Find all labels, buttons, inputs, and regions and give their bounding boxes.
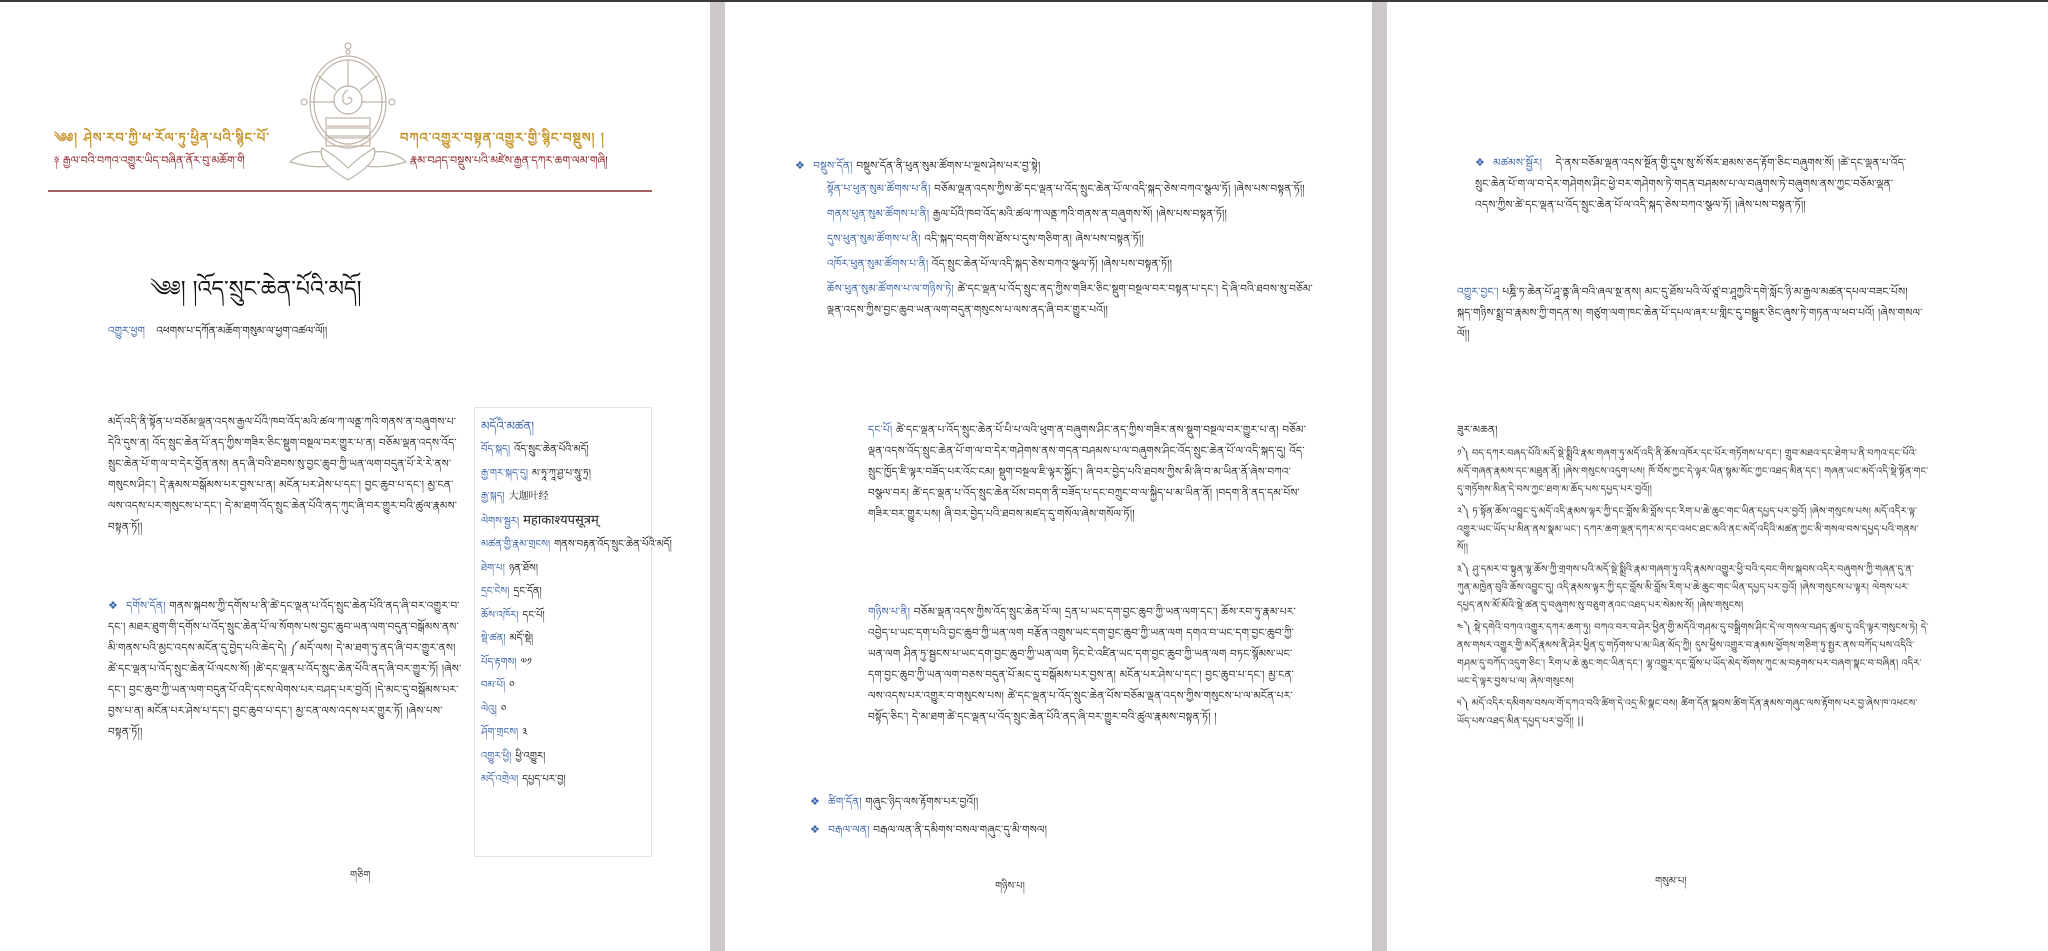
infobox-value: ༣ [522,727,528,738]
purpose-text: གནས་སྐབས་ཀྱི་དགོས་པ་ནི་ཚེ་དང་ལྡན་པ་འོད་སྲུང་ཆེན་པོའི་ནད་ཞི་བར་འགྱུར་བ་དང་། མཐར་ཐུག་གི་དགོས་པ་འོད་སྲུང་ཆེན་པོ་ལ་སོགས་པས་བྱང་ཆུབ་ཡན་ལག་བདུན་བསྒོམས་ནས་མི་གནས་པའི་མྱང་འདས་མངོན་དུ་བྱེད་པའི་ཆེད་དེ། ༼མདོ་ལས། དེ་མ་ཐག་ཏུ་ནད་ཞི་བར་གྱུར་ནས། ཚེ་དང་ལྡན་པ་འོད་སྲུང་ཆེན་པོ་ལངས་སོ། །ཚེ་དང་ལྡན་པ་འོད་སྲུང་ཆེན་པོའི་ནད་ཞི་བར་གྱུར་ཏོ། །ཞེས་དང་། བྱང་ཆུབ་ཀྱི་ཡན་ལག་བདུན་པོ་འདི་དངས་ལེགས་པར་བཤད་པར་བྱའོ། །དེ་མང་དུ་བསྒོམས་པར་བྱས་པ་ན། མངོན་པར་ཤེས་པ་དང་། བྱང་ཆུབ་པ་དང་། མྱ་ངན་ལས་འདས་པར་གྱུར་ཏོ། །ཞེས་པས་བསྟན་ཏོ།། [108,600,462,738]
connection-section [1475,152,1915,216]
document-title: ༄༅། །འོད་སྲུང་ཆེན་པོའི་མདོ། [150,277,362,302]
infobox-value: མ་ཧཱ་ཀཱ་ཤྱ་པ་སཱུ་ཏྲ། [531,467,591,479]
page-number: གཅིག [350,870,371,881]
summary-section [795,155,1315,325]
second-point-label: གཉིས་པ་ནི། [868,606,911,618]
summary-label: བསྡུས་དོན། [813,160,853,172]
document-page-1 [0,2,710,951]
infobox-title: མདོའི་མཚན། [481,419,535,433]
summary-item-text: འདི་སྐད་བདག་གིས་ཐོས་པ་དུས་གཅིག་ན། ཞེས་པས་བསྟན་ཏོ།། [924,233,1144,245]
note-number: ༢༽ [1457,506,1470,517]
page-number: གཉིས་པ། [995,881,1025,892]
note-text: སྡེ་དགེའི་བཀའ་འགྱུར་དཀར་ཆག་ཏུ། བཀའ་བར་བ་ཤེར་ཕྱིན་གྱི་མདོའི་གཤམ་དུ་བསྒྲིགས་ཤིང་དེ་ལ་གསལ་བཤད་ཚུལ་དུ་འདི་ལྟར་གསུངས་ཏེ། དེ་ནས་གསར་འགྱུར་གྱི་མདོ་རྣམས་ནི་ཤེར་ཕྱིན་དུ་གཏོགས་པ་མ་ཡིན་མོད་ཀྱི། དུས་ཕྱིས་འགྱུར་བ་རྣམས་ཕྱོགས་གཅིག་ཏུ་སྤྱར་ནས་བཀོད་པས་འདིའི་གཤམ་དུ་བཀོད་འདུག་ཅིང་། རིག་པ་ཆེ་ཆུང་གང་ཡིན་དང་། ལྷ་འགྱུར་དང་བློས་པ་ཡོད་མེད་སོགས་ཀུང་མ་བརྟགས་པར་བཞག་སྣང་བ་བཞིན། འདིར་ཡང་དེ་ལྟར་བྱས་པ་ལ། ཞེས་གསུངས། [1457,622,1929,687]
infobox-value: དང་པོ། [522,609,545,621]
summary-item-text: རྒྱལ་པོའི་ཁབ་འོད་མའི་ཚལ་ཀ་ལནྡ་ཀའི་གནས་ན་བཞུགས་སོ། །ཞེས་པས་བསྟན་ཏོ།། [932,208,1228,220]
header-red-text-left: ༈ རྒྱལ་བའི་བཀའ་འགྱུར་ཡིད་བཞིན་ནོར་བུ་མཆོག་གི [54,154,245,167]
diamond-bullet-icon: ❖ [795,159,806,172]
infobox-value: 大迦叶经 [508,491,549,502]
infobox-value: འོད་སྲུང་ཆེན་པོའི་མདོ། [514,444,589,455]
diamond-bullet-icon: ❖ [810,795,821,808]
diamond-bullet-icon: ❖ [810,823,821,836]
header-gold-text-left: ༄༅། ཤེས་རབ་ཀྱི་ཕ་རོལ་ཏུ་ཕྱིན་པའི་སྙིང་པོ་ [54,131,270,146]
note-number: ༥༽ [1457,698,1469,709]
second-point-text: བཅོམ་ལྡན་འདས་ཀྱིས་འོད་སྲུང་ཆེན་པོ་ལ། དྲན་པ་ཡང་དག་བྱང་ཆུབ་ཀྱི་ཡན་ལག་དང་། ཆོས་རབ་ཏུ་རྣམ་པར་འབྱེད་པ་ཡང་དག་པའི་བྱང་ཆུབ་ཀྱི་ཡན་ལག བརྩོན་འགྲུས་ཡང་དག་བྱང་ཆུབ་ཀྱི་ཡན་ལག དགའ་བ་ཡང་དག་བྱང་ཆུབ་ཀྱི་ཡན་ལག ཤིན་ཏུ་སྦྱངས་པ་ཡང་དག་བྱང་ཆུབ་ཀྱི་ཡན་ལག ཏིང་ངེ་འཛིན་ཡང་དག་བྱང་ཆུབ་ཀྱི་ཡན་ལག བཏང་སྙོམས་ཡང་དག་བྱང་ཆུབ་ཀྱི་ཡན་ལག་བཅས་བདུན་པོ་མང་དུ་བསྒོམས་པར་བྱས་ན། མངོན་པར་ཤེས་པ་དང་། བྱང་ཆུབ་པ་དང་། མྱ་ངན་ལས་འདས་པར་འགྱུར་བ་གསུངས་པས། ཚེ་དང་ལྡན་པ་འོད་སྲུང་ཆེན་པོས་བཅོམ་ལྡན་འདས་ཀྱིས་གསུངས་པ་ལ་མངོན་པར་བསྟོད་ཅིང་། དེ་མ་ཐག་ཚེ་དང་ལྡན་པ་འོད་སྲུང་ཆེན་པོའི་ནད་ཞི་བར་གྱུར་བའི་ཚུལ་རྣམས་བསྟན་ཏོ། ། [868,606,1296,723]
page-gutter [710,2,725,951]
infobox-key: སྡེ་ཚན། [481,633,506,644]
summary-item-text: ཚེ་དང་ལྡན་པ་འོད་སྲུང་ནད་ཀྱིས་གཟིར་ཅིང་སྡུག་བསྔལ་བར་བསྟན་པ་དང་། དེ་ཞི་བའི་ཐབས་སུ་བཅོམ་ལྡན་འདས་ཀྱིས་བྱང་ཆུབ་ཡན་ལག་བདུན་གསུངས་པ་ལས་ནད་ཞི་བར་གྱུར་པའོ།། [827,283,1313,316]
first-point-text: ཚེ་དང་ལྡན་པ་འོད་སྲུང་ཆེན་པོ་པི་པ་ལའི་ཕུག་ན་བཞུགས་ཤིང་ནད་ཀྱིས་གཟིར་ནས་སྡུག་བསྔལ་བར་གྱུར་པ་ན། བཅོམ་ལྡན་འདས་འོད་སྲུང་ཆེན་པོ་ག་ལ་བ་དེར་གཤེགས་ནས་གདན་བཤམས་པ་ལ་བཞུགས་ཤིང་འོད་སྲུང་ཆེན་པོ་ལ་འདི་སྐད་དུ། འོད་སྲུང་ཁྱོད་ཇི་ལྟར་བཟོད་པར་འོང་ངམ། སྡུག་བསྔལ་ཇི་ལྟར་སྐྱོང་། ཞི་བར་བྱེད་པའི་ཐབས་ཀྱིས་མི་ཞི་བ་མ་ཡིན་ནོ་ཞེས་བཀའ་བསྩལ་བར། ཚེ་དང་ལྡན་པ་འོད་སྲུང་ཆེན་པོས་བདག་ནི་བཟོད་པ་དང་བཀྲུང་བ་ལ་སྐྱིད་པ་མ་ཡིན་ནོ། །བདག་ནི་ནད་དམ་པོས་གཟིར་བར་གྱུར་པས། ཞི་བར་བྱེད་པའི་ཐབས་མཛད་དུ་གསོལ་ཞེས་གསོལ་ཏོ།། [868,424,1306,520]
infobox-key: མདོ་འགྲེལ། [481,774,519,785]
infobox-row [481,651,645,675]
infobox-key: མཚན་གྱི་རྣམ་གྲངས། [481,539,551,550]
word-meaning-text: གཞུང་ཉིད་ལས་རྟོགས་པར་བྱའོ།། [865,796,979,808]
note-number: ༤༽ [1457,622,1471,633]
infobox-key: ཤོག་གྲངས། [481,727,519,738]
infobox-key: བམ་པོ། [481,680,506,691]
document-page-2 [725,2,1372,951]
infobox-value: མདོ་སྡེ། [509,633,534,644]
translation-colophon-section [1457,282,1927,345]
rebuttal-text: བརྒལ་ལན་ནི་དམིགས་བསལ་གཞུང་དུ་མི་གསལ། [873,824,1048,836]
infobox-row [481,698,645,722]
first-point-label: དང་པོ། [868,424,893,436]
summary-items [795,179,1315,321]
infobox-row [481,462,645,486]
infobox-key: ཐེག་པ། [481,562,505,574]
note-text: ཏ་སྟོན་ཆོས་འབྱུང་དུ་མདོ་འདི་རྣམས་ལྟར་ཀྱི་དང་བློས་མི་བློས་དང་རིག་པ་ཆེ་ཆུང་གང་ཡིན་དཔྱད་པར་བྱའོ། །ཞེས་གསུངས་པས། མདོ་འདིར་ལྟ་འགྱུར་ཡང་ཡོད་པ་མིན་ནས་སྣམ་ཡང་། དཀར་ཆག་ལྡན་དཀར་མ་དང་འཕང་ཐང་མའི་ནང་མདོ་འདིའི་མཚན་ཀྱང་མི་གསལ་བས་དཔྱད་པའི་གནས་སོ།། [1457,506,1919,553]
infobox-row [481,721,645,745]
translator-homage [108,320,327,349]
summary-item [827,204,1315,225]
infobox-row [481,438,645,462]
homage-text: འཕགས་པ་དཀོན་མཆོག་གསུམ་ལ་ཕྱག་འཚལ་ལོ།། [156,325,328,337]
header-gold-text-right: བཀའ་འགྱུར་བསྟན་འགྱུར་གྱི་སྙིང་བསྡུས། ། [400,131,605,146]
summary-item [827,279,1315,321]
infobox-key: ཆོས་འཁོར། [481,609,519,621]
infobox-value: ༠ [509,680,515,691]
infobox-key: རྒྱ་གར་སྐད་དུ། [481,467,528,479]
page-gutter [1372,2,1387,951]
note-item [1457,695,1929,731]
infobox-row [481,674,645,698]
dharma-wheel-lotus-emblem-icon [288,40,408,185]
purpose-label: དགོས་དོན། [126,600,166,612]
connection-text: དེ་ནས་བཅོམ་ལྡན་འདས་སྔོན་གྱི་དུས་སུ་སོ་སོར་ཐམས་ཅད་རྟོག་ཅིང་བཞུགས་སོ། །ཚེ་དང་ལྡན་པ་འོད་སྲུང་ཆེན་པོ་ག་ལ་བ་དེར་གཤེགས་ཤིང་ཕྱེ་བར་གཤེགས་ཏེ་གདན་བཤམས་པ་ལ་བཞུགས་ཏེ་བཞུགས་ནས་ཀྱང་བཅོམ་ལྡན་འདས་ཀྱིས་ཚེ་དང་ལྡན་པ་འོད་སྲུང་ཆེན་པོ་ལ་འདི་སྐད་ཅེས་བཀའ་སྩལ་ཏོ། །ཞེས་པས་བསྟན་ཏོ།། [1475,157,1907,211]
summary-item-label: འཁོར་ཕུན་སུམ་ཚོགས་པ་ནི། [827,258,929,270]
infobox-row [481,768,645,792]
infobox-value: ༠ [500,703,507,715]
header-red-text-right: རྣམ་བཤད་བསྡུས་པའི་མཛེས་རྒྱན་དཀར་ཆག་ལམ་གཞི། [410,154,608,167]
infobox-row [481,485,645,509]
note-text: བད་དཀར་བཞད་པོའི་མདོ་སྡེ་སྨྲིའི་རྣམ་གཞག་ཏུ་མདོ་འདི་ནི་ཆོས་འཁོར་དང་པོར་གཏོགས་པ་དང་། གྲུབ་མཐའ་དང་ཐེག་པ་ནི་བཀའ་དང་པོའི་མདོ་གཞན་རྣམས་དང་མཐུན་ནོ། །ཞེས་གསུངས་འདུག་པས། ཁོ་བོས་ཀྱང་དེ་ལྟར་ཡིན་སྙམ་སོང་ཀྱང་འཐད་མིན་དང་། གཞན་ཡང་མདོ་འདི་སྡེ་སྟོན་གང་དུ་གཏོགས་མིན་དེ་བས་ཀྱང་ཐག་མ་ཆོད་པས་དཔྱད་པར་བྱའོ།། [1457,448,1929,495]
infobox-row [481,745,645,769]
note-item [1457,619,1929,691]
infobox-key: ལེའུ། [481,703,497,715]
infobox-key: པོད་རྟགས། [481,656,517,668]
summary-item [827,254,1315,275]
page-number: གསུམ་པ། [1655,876,1687,887]
infobox-row [481,509,645,534]
infobox-key: རྒྱ་སྐད། [481,491,505,502]
note-item [1457,503,1929,557]
header-divider [48,190,652,192]
rebuttal-section [810,819,1310,841]
infobox-value: महाकाश्यपसूत्रम् [523,512,599,528]
summary-item-text: འོད་སྲུང་ཆེན་པོ་ལ་འདི་སྐད་ཅེས་བཀའ་སྩལ་ཏོ། །ཞེས་པས་བསྟན་ཏོ།། [931,258,1173,270]
infobox-value: གནས་བརྟན་འོད་སྲུང་ཆེན་པོའི་མདོ། [554,539,672,550]
summary-item [827,229,1315,250]
infobox-row [481,533,672,557]
note-number: ༡༽ [1457,448,1469,459]
infobox-value: ཕྱི་འགྱུར། [515,750,546,762]
notes-section [1457,420,1929,735]
note-item [1457,445,1929,499]
infobox-row [481,580,645,604]
word-meaning-label: ཚིག་དོན། [828,796,862,808]
infobox-value: ཉན་ཐོས། [508,562,538,574]
summary-heading [795,155,1315,177]
connection-label: མཚམས་སྦྱོར། [1493,157,1543,169]
sutra-info-box [474,407,672,857]
infobox-row [481,627,645,651]
colophon-text: པཎྜི་ཏ་ཆེན་པོ་ཤཱ་ནྟ་ཞི་བའི་ཞལ་སྔ་ནས། མང་དུ་ཐོས་པའི་ལོ་ཙཱ་བ་ཤཱཀྱའི་དགེ་སློང་ཉི་མ་རྒྱལ་མཚན་དཔལ་བཟང་པོས། སྐད་གཉིས་སྨྲ་བ་རྣམས་ཀྱི་གདན་ས། གཙུག་ལག་ཁང་ཆེན་པོ་དཔལ་ཞར་པ་གླིང་དུ་བསྒྱུར་ཅིང་ཞུས་ཏེ་གཏན་ལ་ཕབ་པའོ། །ཞེས་གསལ་ལོ།། [1457,286,1923,340]
infobox-value: ༧༡ [520,656,532,668]
summary-text: བསྡུས་དོན་ནི་ཕུན་སུམ་ཚོགས་པ་ལྔས་ཤེས་པར་བྱ་སྟེ། [856,160,1041,172]
word-meaning-section [810,791,1310,813]
diamond-bullet-icon: ❖ [108,599,119,612]
notes-label: ཟུར་མཆན། [1457,424,1498,436]
infobox-row [481,557,645,581]
infobox-value: དྲང་དོན། [513,586,542,597]
summary-item-text: བཅོམ་ལྡན་འདས་ཀྱིས་ཚེ་དང་ལྡན་པ་འོད་སྲུང་ཆེན་པོ་ལ་འདི་སྐད་ཅེས་བཀའ་སྩལ་ཏོ། །ཞེས་པས་བསྟན་ཏོ།། [934,183,1305,195]
infobox-row [481,604,645,628]
infobox-value: དཔྱད་པར་བྱ། [522,774,566,785]
colophon-label: འགྱུར་བྱང་། [1457,286,1499,298]
summary-item-label: ཆོས་ཕུན་སུམ་ཚོགས་པ་ལ་གཉིས་ཏེ། [827,283,954,295]
rebuttal-label: བརྒལ་ལན། [828,824,870,836]
note-text: མདོ་འདིར་དམིགས་བསལ་གོ་དཀའ་བའི་ཚིག་དེ་འདྲ་མི་སྣང་བས། ཚིག་དོན་སྐབས་ཚིག་དོན་རྣམས་གཞུང་ལས་རྟོགས་པར་བྱ་ཞེས་ཁ་འཕངས་ཡོད་པས་འཐད་མིན་དཔྱད་པར་བྱའོ།། || [1457,698,1918,727]
purpose-section [108,595,464,743]
note-number: ༣༽ [1457,564,1470,575]
infobox-key: བོད་སྐད། [481,444,511,455]
first-point-section [868,420,1308,525]
summary-item-label: དུས་ཕུན་སུམ་ཚོགས་པ་ནི། [827,233,921,245]
infobox-key: དྲང་ངེས། [481,586,510,597]
diamond-bullet-icon: ❖ [1475,156,1486,169]
infobox-key: ལེགས་སྦྱར། [481,515,520,527]
intro-paragraph: མདོ་འདི་ནི་སྟོན་པ་བཅོམ་ལྡན་འདས་རྒྱལ་པོའི་ཁབ་འོད་མའི་ཚལ་ཀ་ལནྡ་ཀའི་གནས་ན་བཞུགས་པ་དེའི་དུས་ན། འོད་སྲུང་ཆེན་པོ་ནད་ཀྱིས་གཟིར་ཅིང་སྡུག་བསྔལ་བར་གྱུར་པ་ན། བཅོམ་ལྡན་འདས་འོད་སྲུང་ཆེན་པོ་ག་ལ་བ་དེར་བྱོན་ནས། ནད་ཞི་བའི་ཐབས་སུ་བྱང་ཆུབ་ཀྱི་ཡན་ལག་བདུན་པོ་རེ་རེ་ནས་གསུངས་ཤིང་། དེ་རྣམས་བསྒོམས་པར་བྱས་པ་ན། མངོན་པར་ཤེས་པ་དང་། བྱང་ཆུབ་པ་དང་། མྱ་ངན་ལས་འདས་པར་གསུངས་པ་དང་། དེ་མ་ཐག་འོད་སྲུང་ཆེན་པོའི་ནད་ཀུང་ཞི་བར་གྱུར་བའི་ཚུལ་རྣམས་བསྟན་ཏོ།། [108,416,458,533]
second-point-section [868,602,1308,728]
document-page-3 [1387,2,2048,951]
summary-item-label: སྟོན་པ་ཕུན་སུམ་ཚོགས་པ་ནི། [827,183,931,195]
infobox-key: འགྱུར་ཕྱི། [481,750,512,762]
note-item [1457,561,1929,615]
summary-item [827,179,1315,200]
summary-item-label: གནས་ཕུན་སུམ་ཚོགས་པ་ནི། [827,208,930,220]
note-text: ཤུ་དམར་བ་སྟུན་ལྷ་ཆོས་ཀྱི་གྲགས་པའི་མདོ་སྡེ་སྨྲིའི་རྣམ་གཞག་ཏུ་འདི་རྣམས་འགྱུར་ཕྱི་བའི་དབང་གིས་སྐབས་འདིར་བཞུགས་ཀྱི་གཞན་དུ་ན་ཀུན་མཁྱེན་བུའི་ཆོས་འབྱུང་དུ། འདི་རྣམས་ལྟར་ཀྱི་དང་བློས་མི་བློས་རིག་པ་ཆེ་ཆུང་གང་ཡིན་དཔྱད་པར་བྱའོ། །ཞེས་གསུངས་པ་ལྟར། ལེགས་པར་དཔྱད་ནས་མོ་མོའི་སྡེ་ཚན་དུ་བཞུགས་སུ་བཅུག་ནའང་འཐད་པར་སེམས་སོ། །ཞེས་གསུངས། [1457,564,1915,611]
homage-label: འགྱུར་ཕྱག [108,325,145,337]
